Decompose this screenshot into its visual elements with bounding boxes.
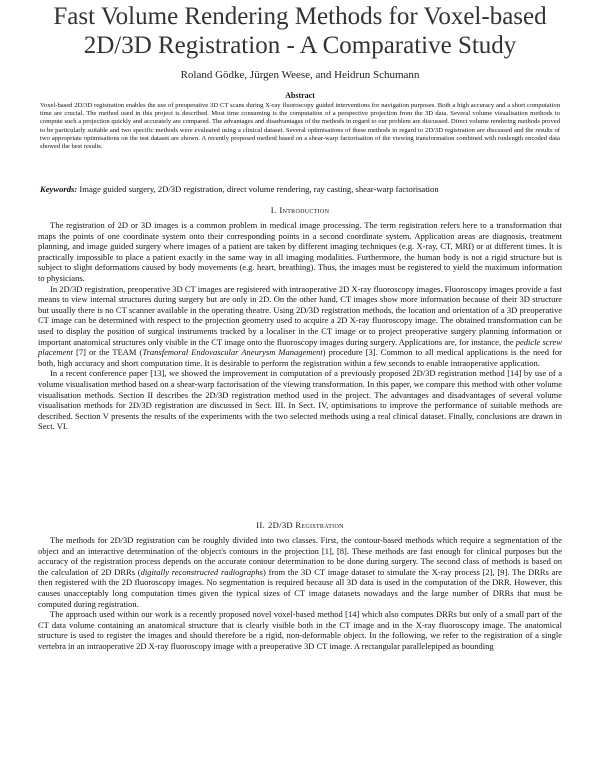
reg-p1-text-a: The methods for 2D/3D registration can be roughly divided into two classes. First, the contour-based methods which require a segmentation of the object and an interactive determination of the object's contours in the projection [1], [8]. These methods are fast enough for clinical purposes but the accuracy of the registration process depends on the accurate contour determination to be done during surgery. The second class of methods is based on the calculation of 2D DRRs (: [38, 535, 562, 577]
registration-paragraph-2: The approach used within our work is a recently proposed novel voxel-based method [14] which also computes DRRs but only of a small part of the CT data volume containing an anatomical structure that is clearly visible both in the CT image and in the X-ray fluoroscopy image. The anatomical structure is used to register the images and should therefore be a rigid, non-deformable object. In the following, we refer to the registration of a single vertebra in an intraoperative 2D X-ray fluoroscopy image with a preoperative 3D CT image. A rectangular parallelepiped as bounding: [38, 609, 562, 651]
keywords: [40, 184, 570, 194]
section-title: Registration: [295, 520, 344, 530]
reg-p1-emphasis: digitally reconstructed radiographs: [140, 566, 263, 577]
intro-p2-emphasis-2: Transfemoral Endovascular Aneurysm Management: [142, 347, 323, 358]
section-heading-introduction: [20, 205, 580, 215]
keywords-label: Keywords:: [40, 184, 78, 194]
intro-p2-emphasis-1: pedicle screw placement: [38, 336, 562, 358]
registration-paragraph-1: [38, 535, 562, 609]
intro-paragraph-1: The registration of 2D or 3D images is a common problem in medical image processing. The term registration refers here to a transformation that maps the points of one coordinate system onto their corresponding points in a second coordinate system. Application areas are diagnosis, treatment planning, and image guided surgery where images of a patient are taken by different imaging techniques (e.g. X-ray, CT, MRI) or at different times. It is practically impossible to place a patient exactly in the same way in all imaging modalities. Furthermore, the human body is not a rigid structure but is subject to slight deformations caused by body movements (e.g. heart, breathing). Thus, the images must be registered to yield the maximum information to physicians.: [38, 220, 562, 283]
intro-p2-text-a: In 2D/3D registration, preoperative 3D CT images are registered with intraoperative 2D X-ray fluoroscopy images. Fluoroscopy images provide a fast means to view internal structures during surgery but are only in 2D. On the other hand, CT images show more information because of their 3D structure but usually there is no CT scanner available in the operating theatre. Using 2D/3D registration methods, the location and orientation of a 3D preoperative CT image can be determined with respect to the projection geometry used to acquire a 2D X-ray fluoroscopy image. The obtained transformation can be used to display the position of surgical instruments tracked by a localiser in the CT image or to project preoperative surgery planning information or important anatomical structures only visible in the CT image onto the fluoroscopy images during surgery. Applications are, for instance, the: [38, 283, 562, 347]
section-number: I.: [270, 205, 277, 215]
title-line-1: Fast Volume Rendering Methods for Voxel-based: [53, 3, 547, 30]
section-number: II.: [256, 520, 266, 530]
section-heading-registration: [20, 520, 580, 530]
intro-p2-text-c: ) procedure [3]. Common to all medical applications is the need for both, high accuracy and short computation time. It is desirable to perform the registration within a few seconds to enable intraoperative application.: [38, 347, 562, 368]
paper-title: [20, 2, 580, 60]
intro-paragraph-2: [38, 284, 562, 369]
title-line-2: 2D/3D Registration - A Comparative Study: [83, 32, 517, 59]
reg-p1-text-b: ) from the 3D CT image dataset to simulate the X-ray process [2], [9]. The DRRs are then registered with the 2D fluoroscopy images. No segmentation is required because all 3D data is used in the computation of the DRR. However, this causes unacceptably long computation times given the typical sizes of CT image datasets nowadays and the large number of DRRs that must be computed during registration.: [38, 566, 562, 609]
abstract-heading: Abstract: [285, 91, 315, 100]
introduction-body: [38, 220, 562, 432]
intro-p2-text-b: [7] or the TEAM (: [72, 347, 143, 358]
section-title: Introduction: [279, 205, 330, 215]
intro-paragraph-3: In a recent conference paper [13], we showed the improvement in computation of a previously proposed 2D/3D registration method [14] by use of a volume visualisation method based on a shear-warp factorisation of the viewing transformation. In this paper, we compare this method with other volume visualisation methods. Section II describes the 2D/3D registration method used in the project. The advantages and disadvantages of several volume visualisation methods for 2D/3D registration are discussed in Sect. III. In Sect. IV, optimisations to improve the performance of suitable methods are described. Section V presents the results of the experiments with the two selected methods using a real clinical dataset. Finally, conclusions are drawn in Sect. VI.: [38, 368, 562, 432]
abstract-text: Voxel-based 2D/3D registration enables the use of preoperative 3D CT scans during X-ray fluoroscopy guided interventions for navigation purposes. Both a high accuracy and a short computation time are crucial. The method used in this project is described. Most time consuming is the computation of a perspective projection from the 3D data. Several volume visualisation methods to compute such a projection quickly and accurately are compared. The advantages and disadvantages of the methods in regard to our problem are discussed. Direct volume rendering methods proved to be particularly suitable and two specific methods were evaluated using a clinical dataset. Several optimisations of these methods in regard to 2D/3D registration are discussed and the results of two appropriate optimisations on the test dataset are shown. A recently proposed method based on a shear-warp factorisation of the viewing transformation combined with runlength encoded data showed the best results.: [40, 102, 560, 151]
registration-body: [38, 535, 562, 652]
section-title-prefix: 2D/3D: [268, 520, 296, 530]
author-list: Roland Gödke, Jürgen Weese, and Heidrun Schumann: [180, 69, 420, 81]
keywords-text: Image guided surgery, 2D/3D registration, direct volume rendering, ray casting, shear-warp factorisation: [79, 184, 439, 194]
